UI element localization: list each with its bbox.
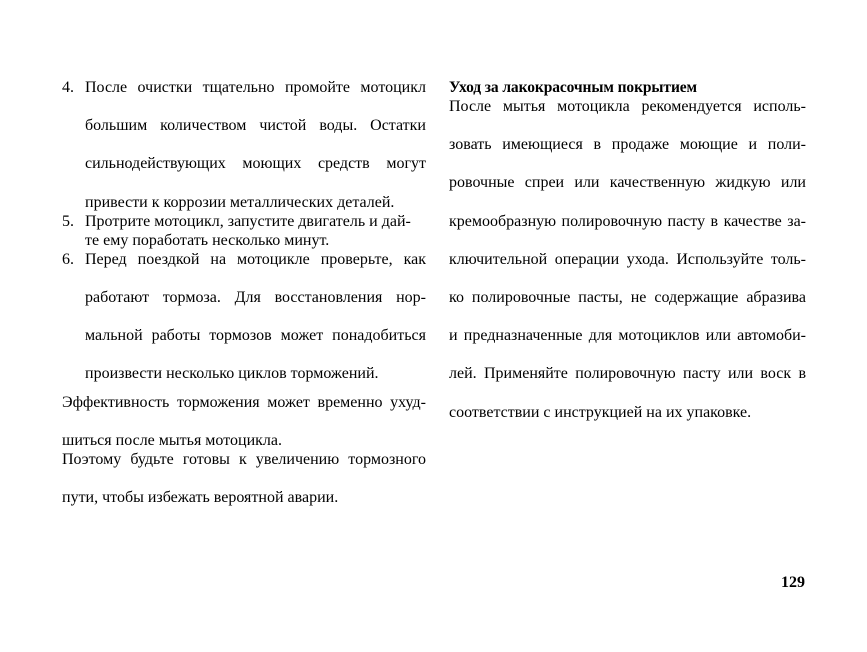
list-item: [62, 250, 426, 384]
text-line: произвести несколько циклов торможений.: [85, 365, 379, 383]
text-line: зовать имеющиеся в продаже моющие и поли-: [449, 136, 806, 154]
text-line: Поэтому будьте готовы к увеличению тормозного: [62, 450, 426, 468]
text-line: работают тормоза. Для восстановления нор-: [85, 289, 426, 307]
paragraph: [62, 393, 426, 508]
list-item-number: 5.: [62, 212, 74, 230]
text-line: и предназначенные для мотоциклов или автомоби-: [449, 327, 806, 345]
text-line: После мытья мотоцикла рекомендуется исполь-: [449, 98, 806, 115]
text-line: те ему поработать несколько минут.: [85, 231, 330, 249]
text-line: соответствии с инструкцией на их упаковке.: [449, 403, 752, 421]
list-item: [62, 78, 426, 212]
text-line: привести к коррозии металлических деталей.: [85, 193, 395, 211]
list-item-text: [85, 212, 426, 250]
list-item: [62, 212, 426, 250]
text-line: ровочные спреи или качественную жидкую или: [449, 174, 806, 192]
text-line: сильнодействующих моющих средств могут: [85, 155, 426, 173]
right-column: [449, 78, 806, 422]
text-line: мальной работы тормозов может понадобиться: [85, 327, 426, 345]
text-line: большим количеством чистой воды. Остатки: [85, 117, 426, 135]
page-number: 129: [781, 574, 805, 591]
text-line: кремообразную полировочную пасту в качестве за-: [449, 212, 806, 230]
text-line: Протрите мотоцикл, запустите двигатель и дай-: [85, 212, 411, 230]
text-line: пути, чтобы избежать вероятной аварии.: [62, 488, 339, 506]
section-heading: Уход за лакокрасочным покрытием: [449, 79, 698, 96]
text-line: шиться после мытья мотоцикла.: [62, 431, 282, 449]
text-line: Перед поездкой на мотоцикле проверьте, как: [85, 250, 426, 268]
text-line: Эффективность торможения может временно ухуд-: [62, 393, 426, 411]
paragraph: [449, 97, 806, 422]
list-item-number: 4.: [62, 79, 74, 96]
list-item-text: [85, 78, 426, 212]
list-item-text: [85, 250, 426, 384]
text-line: После очистки тщательно промойте мотоцикл: [85, 79, 426, 96]
left-column: [62, 78, 426, 507]
text-line: лей. Применяйте полировочную пасту или воск в: [449, 365, 806, 383]
numbered-list: [62, 78, 426, 384]
text-line: ключительной операции ухода. Используйте толь-: [449, 250, 806, 268]
text-line: ко полировочные пасты, не содержащие абразива: [449, 288, 806, 306]
list-item-number: 6.: [62, 250, 74, 268]
